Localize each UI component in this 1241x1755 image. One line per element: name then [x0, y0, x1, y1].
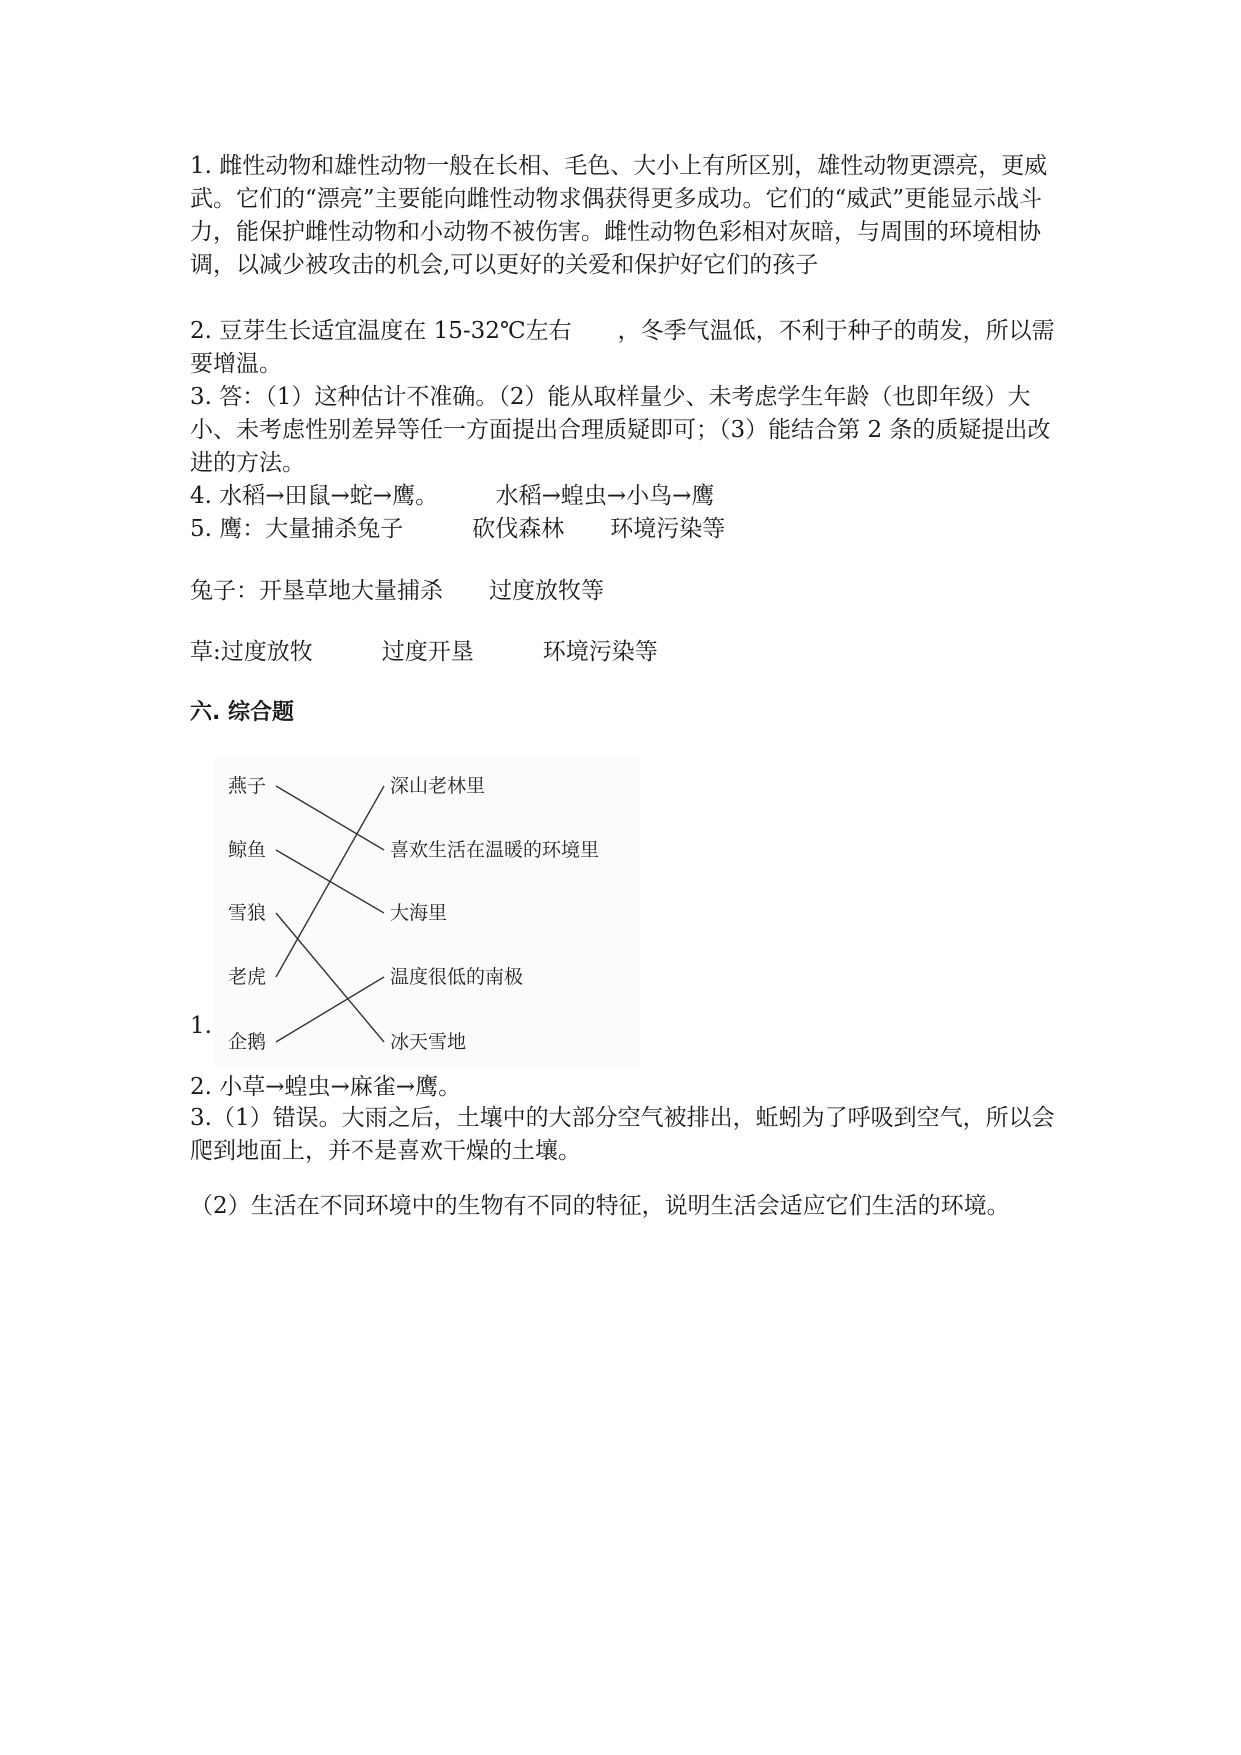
habitat-label: 冰天雪地: [390, 1031, 467, 1053]
answer-4: 4. 水稻→田鼠→蛇→鹰。 水稻→蝗虫→小鸟→鹰: [190, 483, 715, 509]
habitat-label: 深山老林里: [390, 775, 486, 797]
answer-3: 3. 答：（1）这种估计不准确。（2）能从取样量少、未考虑学生年龄（也即年级）大小、未考虑性别差异等任一方面提出合理质疑即可；（3）能结合第 2 条的质疑提出改进的方法。: [190, 384, 1051, 476]
match-line: [276, 977, 384, 1042]
match-line: [276, 913, 384, 1042]
animal-label: 雪狼: [228, 902, 267, 924]
animal-label: 老虎: [228, 966, 267, 988]
habitat-label: 温度很低的南极: [390, 966, 524, 988]
question-3-part-1: 3.（1）错误。大雨之后，土壤中的大部分空气被排出，蚯蚓为了呼吸到空气，所以会爬到地面上，并不是喜欢干燥的土壤。: [190, 1105, 1055, 1164]
question-3-part-2: （2）生活在不同环境中的生物有不同的特征，说明生活会适应它们生活的环境。: [190, 1193, 1010, 1219]
question-1-number: 1.: [190, 1013, 212, 1039]
answer-1: 1. 雌性动物和雄性动物一般在长相、毛色、大小上有所区别，雄性动物更漂亮，更威武。它们的“漂亮”主要能向雌性动物求偶获得更多成功。它们的“威武”更能显示战斗力，能保护雌性动物和小动物不被伤害。雌性动物色彩相对灰暗，与周围的环境相协调，以减少被攻击的机会,可以更好的关爱和保护好它们的孩子: [190, 153, 1048, 278]
answer-5-eagle: 5. 鹰：大量捕杀兔子 砍伐森林 环境污染等: [190, 516, 726, 542]
answer-2: 2. 豆芽生长适宜温度在 15-32℃左右 ，冬季气温低，不利于种子的萌发，所以需要增温。: [190, 318, 1055, 377]
section-heading: 六. 综合题: [190, 700, 295, 725]
question-2: 2. 小草→蝗虫→麻雀→鹰。: [190, 1074, 462, 1100]
match-line: [276, 786, 384, 977]
matching-figure: [214, 758, 640, 1068]
habitat-label: 大海里: [390, 902, 448, 924]
animal-label: 鲸鱼: [228, 839, 267, 861]
animal-label: 燕子: [228, 775, 267, 797]
animal-label: 企鹅: [228, 1031, 267, 1053]
answer-5-rabbit: 兔子：开垦草地大量捕杀 过度放牧等: [190, 578, 604, 604]
habitat-label: 喜欢生活在温暖的环境里: [390, 839, 600, 861]
answer-5-grass: 草:过度放牧 过度开垦 环境污染等: [190, 639, 658, 665]
match-line: [276, 786, 384, 850]
